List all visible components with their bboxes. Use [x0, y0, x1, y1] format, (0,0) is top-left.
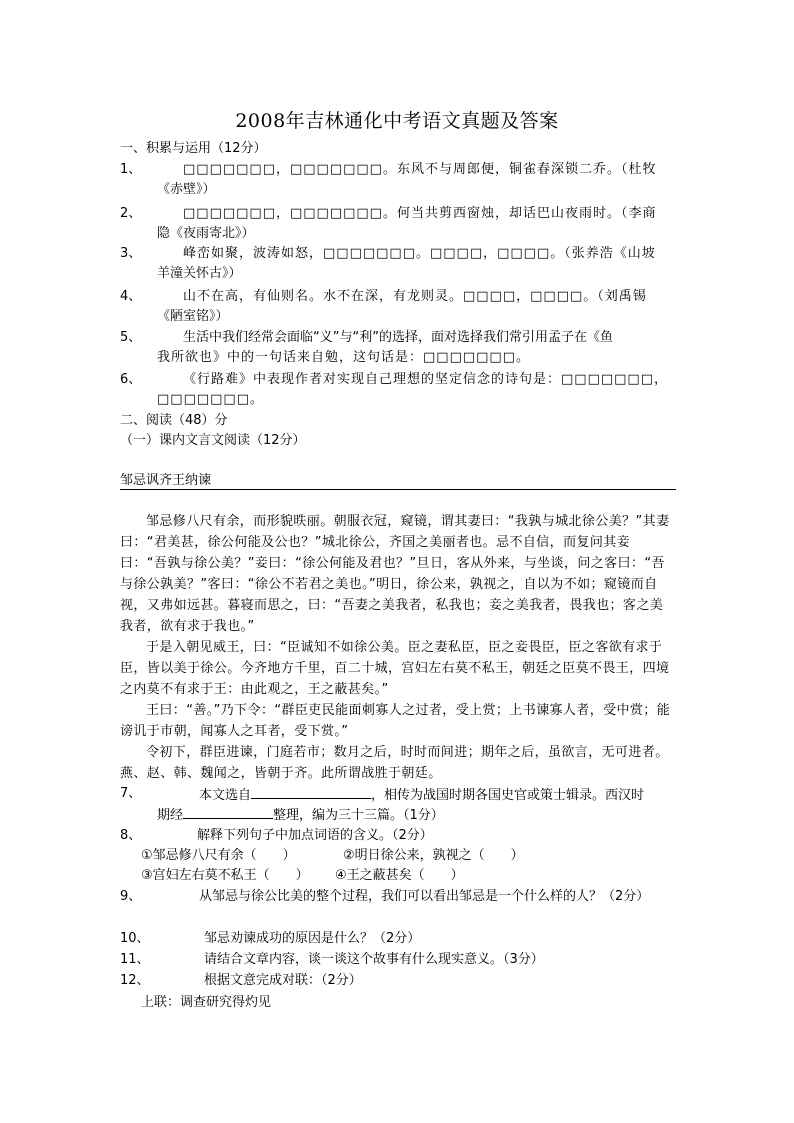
- q1-number: 1、: [120, 162, 142, 177]
- q12-text: 根据文意完成对联：（2分）: [204, 973, 362, 988]
- q4-line1: 山不在高，有仙则名。水不在深，有龙则灵。□□□□，□□□□。（刘禹锡: [183, 289, 647, 304]
- q8-sub4: ④王之蔽甚矣（ ）: [335, 868, 464, 883]
- q12-upper-couplet: 上联：调查研究得灼见: [141, 995, 272, 1010]
- q11-number: 11、: [120, 952, 150, 967]
- passage-paragraph-2: 于是入朝见威王，曰：“臣诚知不如徐公美。臣之妻私臣，臣之妾畏臣，臣之客欲有求于臣，皆以美于徐公。今齐地方千里，百二十城，宫妇左右莫不私王，朝廷之臣莫不畏王，四境之内莫不有求于王：由此观之，王之蔽甚矣。”: [120, 640, 670, 697]
- section1-heading: 一、积累与运用（12分）: [120, 141, 267, 156]
- q7-number: 7、: [120, 786, 142, 801]
- q2-line2: 隐《夜雨寄北》）: [157, 226, 255, 241]
- q12-number: 12、: [120, 973, 150, 988]
- q2-line1: □□□□□□□，□□□□□□□。何当共剪西窗烛，却话巴山夜雨时。（李商: [183, 206, 657, 221]
- q11-text: 请结合文章内容，谈一谈这个故事有什么现实意义。（3分）: [204, 952, 544, 967]
- q4-number: 4、: [120, 289, 142, 304]
- q6-line1: 《行路难》中表现作者对实现自己理想的坚定信念的诗句是：□□□□□□□，: [183, 372, 668, 387]
- q8-sub1: ①邹忌修八尺有余（ ）: [141, 848, 296, 863]
- q3-number: 3、: [120, 246, 142, 261]
- q2-number: 2、: [120, 206, 142, 221]
- q7-text-d: 整理，编为三十三篇。（1分）: [273, 808, 444, 823]
- q5-number: 5、: [120, 330, 142, 345]
- q8-text: 解释下列句子中加点词语的含义。（2分）: [197, 828, 433, 843]
- passage-paragraph-3: 王曰：“善。”乃下令：“群臣吏民能面刺寡人之过者，受上赏；上书谏寡人者，受中赏；能谤讥于市朝，闻寡人之耳者，受下赏。”: [120, 703, 671, 739]
- passage-title: 邹忌讽齐王纳谏: [120, 473, 212, 488]
- q6-line2: □□□□□□□。: [157, 392, 264, 407]
- q10-text: 邹忌劝谏成功的原因是什么？（2分）: [204, 931, 421, 946]
- q3-line1: 峰峦如聚，波涛如怒，□□□□□□□。□□□□，□□□□。（张养浩《山坡: [183, 246, 656, 261]
- q5-line1: 生活中我们经常会面临“义”与“利”的选择，面对选择我们常引用孟子在《鱼: [183, 330, 613, 345]
- q7-text-a: 本文选自: [199, 788, 252, 803]
- q9-text: 从邹忌与徐公比美的整个过程，我们可以看出邹忌是一个什么样的人？（2分）: [199, 889, 650, 904]
- q4-line2: 《陋室铭》）: [157, 309, 229, 324]
- q7-blank-source[interactable]: [251, 784, 371, 799]
- q7-text-c: 期经: [157, 808, 184, 823]
- page-title: 2008年吉林通化中考语文真题及答案: [235, 110, 559, 132]
- passage-paragraph-1: 邹忌修八尺有余，而形貌昳丽。朝服衣冠，窥镜，谓其妻曰：“我孰与城北徐公美？”其妻曰：“君美甚，徐公何能及公也？”城北徐公，齐国之美丽者也。忌不自信，而复问其妾曰：“吾孰与徐公美？”妾曰：“徐公何能及君也？”旦日，客从外来，与坐谈，问之客曰：“吾与徐公孰美？”客曰：“徐公不若君之美也。”明日，徐公来，孰视之，自以为不如；窥镜而自视，又弗如远甚。暮寝而思之，曰：“吾妻之美我者，私我也；妾之美我者，畏我也；客之美我者，欲有求于我也。”: [120, 514, 670, 634]
- section2-heading: 二、阅读（48）分: [120, 413, 228, 428]
- q3-line2: 羊潼关怀古》）: [157, 266, 242, 281]
- q8-sub3: ③宫妇左右莫不私王（ ）: [141, 868, 309, 883]
- q1-line2: 《赤壁》）: [157, 182, 216, 197]
- q5-line2: 我所欲也》中的一句话来自勉，这句话是：□□□□□□□。: [157, 350, 530, 365]
- q7-blank-editor[interactable]: [183, 804, 273, 819]
- q8-sub2: ②明日徐公来，孰视之（ ）: [343, 848, 524, 863]
- q1-line1: □□□□□□□，□□□□□□□。东风不与周郎便，铜雀春深锁二乔。（杜牧: [183, 162, 657, 177]
- passage-title-rule: [120, 489, 676, 490]
- q10-number: 10、: [120, 931, 150, 946]
- q7-text-b: ，相传为战国时期各国史官或策士辑录。西汉时: [371, 788, 645, 803]
- q7-line1: [199, 784, 644, 806]
- q6-number: 6、: [120, 372, 142, 387]
- passage-paragraph-4: 令初下，群臣进谏，门庭若市；数月之后，时时而间进；期年之后，虽欲言，无可进者。燕、赵、韩、魏闻之，皆朝于齐。此所谓战胜于朝廷。: [120, 745, 669, 781]
- q7-line2: [157, 804, 444, 826]
- q9-number: 9、: [120, 889, 142, 904]
- section2-subheading: （一）课内文言文阅读（12分）: [120, 433, 306, 448]
- q8-number: 8、: [120, 828, 142, 843]
